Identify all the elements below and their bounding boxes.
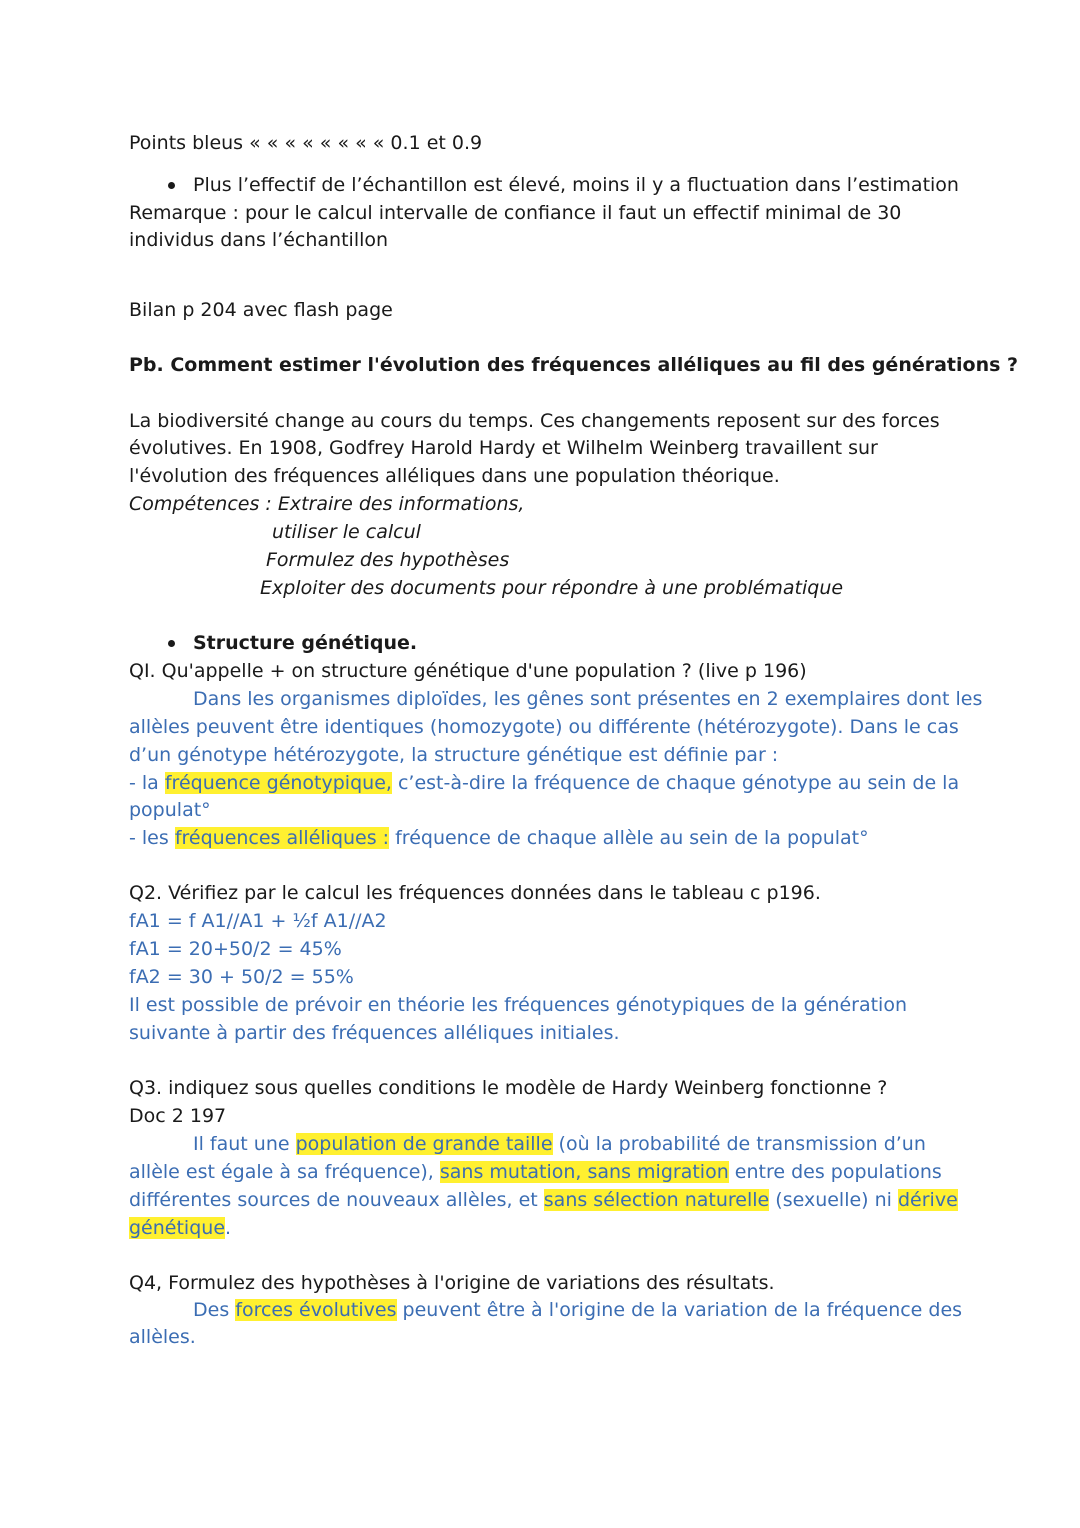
skill-documents: Exploiter des documents pour répondre à une problématique [260,577,844,599]
bullet-icon [168,182,175,189]
answer-2-line-1: Il est possible de prévoir en théorie les fréquences génotypiques de la génération [129,994,908,1016]
intro-line-3: l'évolution des fréquences alléliques dans une population théorique. [129,465,780,487]
bilan-line: Bilan p 204 avec flash page [129,299,393,321]
answer-1-line-6: - les fréquences alléliques : fréquence de chaque allèle au sein de la populat° [129,827,869,849]
highlight: sans mutation, sans migration [439,1161,729,1183]
answer-3-line-2: allèle est égale à sa fréquence), sans mutation, sans migration entre des populations [129,1161,942,1183]
highlight: population de grande taille [295,1133,553,1155]
answer-4-line-1: Des forces évolutives peuvent être à l'origine de la variation de la fréquence des [193,1299,963,1321]
skills-line: Compétences : Extraire des informations, [129,493,525,515]
formula-fa1: fA1 = f A1//A1 + ½f A1//A2 [129,910,387,932]
remark-line: Remarque : pour le calcul intervalle de confiance il faut un effectif minimal de 30 [129,202,902,224]
answer-2-line-2: suivante à partir des fréquences alléliques initiales. [129,1022,620,1044]
calc-fa2: fA2 = 30 + 50/2 = 55% [129,966,354,988]
question-2: Q2. Vérifiez par le calcul les fréquences données dans le tableau c p196. [129,882,821,904]
highlight: génétique [129,1217,226,1239]
question-4: Q4, Formulez des hypothèses à l'origine de variations des résultats. [129,1272,775,1294]
sample-size-note: Plus l’effectif de l’échantillon est élevé, moins il y a fluctuation dans l’estimation [193,174,959,196]
highlight: forces évolutives [235,1299,397,1321]
section-heading-structure: Structure génétique. [193,632,418,654]
skill-calc: utiliser le calcul [272,521,421,543]
answer-3-line-1: Il faut une population de grande taille (où la probabilité de transmission d’un [193,1133,926,1155]
question-1: QI. Qu'appelle + on structure génétique d'une population ? (live p 196) [129,660,807,682]
question-3: Q3. indiquez sous quelles conditions le modèle de Hardy Weinberg fonctionne ? [129,1077,888,1099]
skill-hypotheses: Formulez des hypothèses [266,549,510,571]
doc-reference: Doc 2 197 [129,1105,227,1127]
blue-points-line: Points bleus « « « « « « « « 0.1 et 0.9 [129,132,483,154]
answer-1-line-5: populat° [129,799,211,821]
bullet-icon [168,640,175,647]
answer-1-line-2: allèles peuvent être identiques (homozygote) ou différente (hétérozygote). Dans le cas [129,716,959,738]
answer-1-line-4: - la fréquence génotypique, c’est-à-dire la fréquence de chaque génotype au sein de la [129,772,960,794]
remark-line-2: individus dans l’échantillon [129,229,389,251]
answer-3-line-4: génétique. [129,1217,232,1239]
answer-1-line-1: Dans les organismes diploïdes, les gênes sont présentes en 2 exemplaires dont les [193,688,983,710]
intro-line-1: La biodiversité change au cours du temps. Ces changements reposent sur des forces [129,410,940,432]
answer-3-line-3: différentes sources de nouveaux allèles, et sans sélection naturelle (sexuelle) ni dérive [129,1189,958,1211]
answer-1-line-3: d’un génotype hétérozygote, la structure génétique est définie par : [129,744,779,766]
highlight: fréquences alléliques : [174,827,390,849]
highlight: fréquence génotypique, [164,772,392,794]
answer-4-line-2: allèles. [129,1326,196,1348]
highlight: sans sélection naturelle [543,1189,770,1211]
intro-line-2: évolutives. En 1908, Godfrey Harold Hardy et Wilhelm Weinberg travaillent sur [129,437,878,459]
calc-fa1: fA1 = 20+50/2 = 45% [129,938,342,960]
problem-heading: Pb. Comment estimer l'évolution des fréquences alléliques au fil des générations ? [129,354,1019,376]
highlight: dérive [898,1189,958,1211]
